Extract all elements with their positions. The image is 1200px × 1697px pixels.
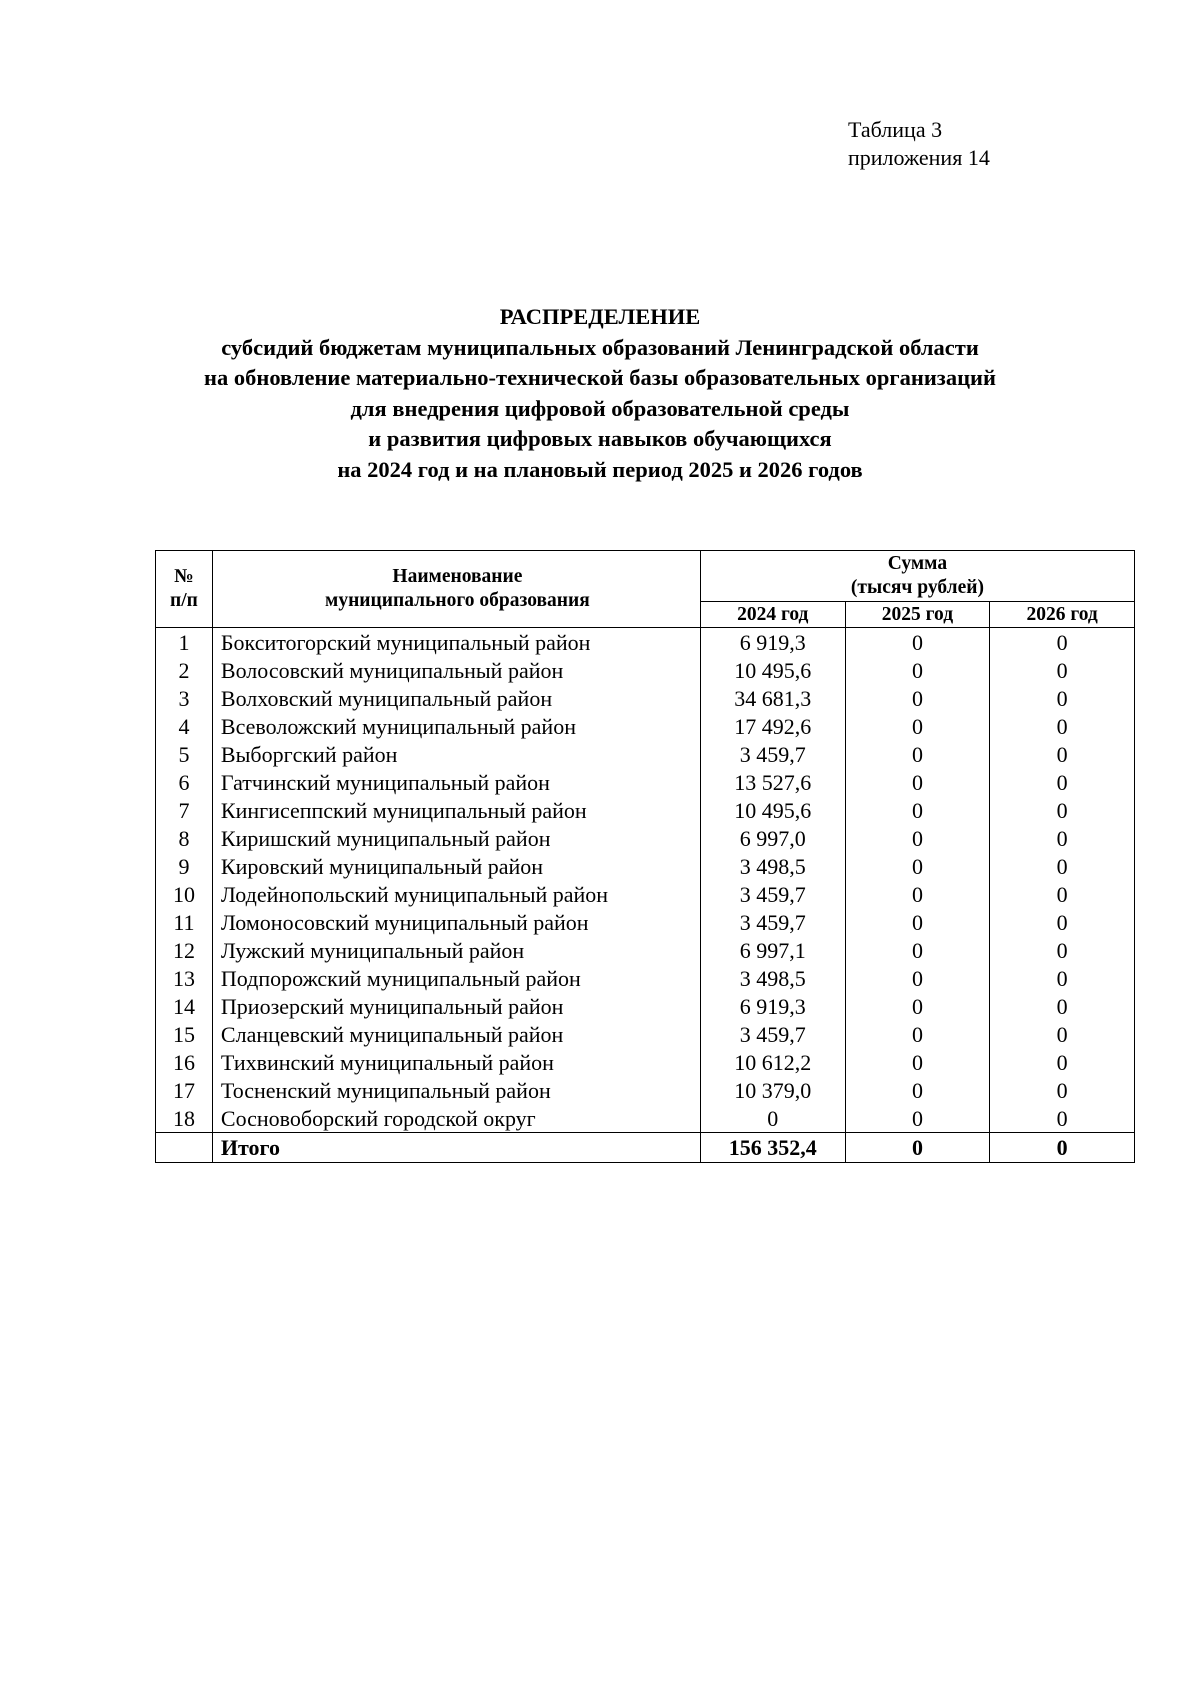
row-value-2025: 0: [845, 908, 990, 936]
row-number: 8: [156, 824, 213, 852]
row-municipality-name: Всеволожский муниципальный район: [212, 712, 700, 740]
header-num: № п/п: [156, 551, 213, 628]
row-number: 10: [156, 880, 213, 908]
row-value-2024: 10 379,0: [700, 1076, 845, 1104]
row-number: 17: [156, 1076, 213, 1104]
row-number: 2: [156, 656, 213, 684]
row-value-2024: 3 498,5: [700, 852, 845, 880]
row-number: 11: [156, 908, 213, 936]
table-row: [156, 880, 1135, 908]
row-value-2025: 0: [845, 936, 990, 964]
table-row: [156, 936, 1135, 964]
row-municipality-name: Выборгский район: [212, 740, 700, 768]
row-value-2026: 0: [990, 1104, 1135, 1133]
header-name: Наименование муниципального образования: [212, 551, 700, 628]
document-title: [0, 302, 1200, 485]
table-row: [156, 656, 1135, 684]
row-municipality-name: Волховский муниципальный район: [212, 684, 700, 712]
row-municipality-name: Сланцевский муниципальный район: [212, 1020, 700, 1048]
title-line-5: и развития цифровых навыков обучающихся: [368, 426, 832, 451]
table-row: [156, 740, 1135, 768]
row-value-2026: 0: [990, 852, 1135, 880]
row-value-2026: 0: [990, 936, 1135, 964]
row-municipality-name: Бокситогорский муниципальный район: [212, 628, 700, 657]
row-value-2024: 3 498,5: [700, 964, 845, 992]
row-number: 12: [156, 936, 213, 964]
row-value-2024: 6 919,3: [700, 628, 845, 657]
row-value-2025: 0: [845, 824, 990, 852]
row-value-2024: 3 459,7: [700, 880, 845, 908]
row-municipality-name: Сосновоборский городской округ: [212, 1104, 700, 1133]
row-value-2026: 0: [990, 656, 1135, 684]
total-row: [156, 1133, 1135, 1163]
header-year-2026: 2026 год: [990, 602, 1135, 628]
row-value-2025: 0: [845, 852, 990, 880]
row-value-2026: 0: [990, 908, 1135, 936]
table-row: [156, 768, 1135, 796]
header-year-2025: 2025 год: [845, 602, 990, 628]
total-2026: 0: [990, 1133, 1135, 1163]
row-municipality-name: Волосовский муниципальный район: [212, 656, 700, 684]
row-value-2024: 3 459,7: [700, 1020, 845, 1048]
table-row: [156, 1104, 1135, 1133]
row-value-2025: 0: [845, 992, 990, 1020]
row-municipality-name: Тихвинский муниципальный район: [212, 1048, 700, 1076]
row-value-2024: 13 527,6: [700, 768, 845, 796]
row-number: 1: [156, 628, 213, 657]
row-value-2024: 6 997,1: [700, 936, 845, 964]
title-line-6: на 2024 год и на плановый период 2025 и 2026 годов: [337, 456, 863, 482]
row-value-2025: 0: [845, 1076, 990, 1104]
table-row: [156, 824, 1135, 852]
row-value-2024: 10 612,2: [700, 1048, 845, 1076]
row-municipality-name: Кировский муниципальный район: [212, 852, 700, 880]
row-municipality-name: Лужский муниципальный район: [212, 936, 700, 964]
table-row: [156, 852, 1135, 880]
row-number: 6: [156, 768, 213, 796]
row-municipality-name: Лодейнопольский муниципальный район: [212, 880, 700, 908]
row-value-2025: 0: [845, 684, 990, 712]
row-value-2026: 0: [990, 1076, 1135, 1104]
table-row: [156, 628, 1135, 657]
row-value-2026: 0: [990, 992, 1135, 1020]
table-row: [156, 1048, 1135, 1076]
row-value-2026: 0: [990, 1020, 1135, 1048]
row-municipality-name: Приозерский муниципальный район: [212, 992, 700, 1020]
table-row: [156, 1076, 1135, 1104]
row-number: 9: [156, 852, 213, 880]
row-number: 18: [156, 1104, 213, 1133]
row-municipality-name: Киришский муниципальный район: [212, 824, 700, 852]
row-value-2026: 0: [990, 880, 1135, 908]
row-value-2024: 17 492,6: [700, 712, 845, 740]
row-value-2024: 34 681,3: [700, 684, 845, 712]
row-value-2025: 0: [845, 880, 990, 908]
title-line-1: РАСПРЕДЕЛЕНИЕ: [499, 304, 701, 329]
table-reference-note: [848, 116, 990, 172]
row-value-2024: 6 919,3: [700, 992, 845, 1020]
row-value-2026: 0: [990, 824, 1135, 852]
table-row: [156, 796, 1135, 824]
row-value-2024: 10 495,6: [700, 796, 845, 824]
title-line-2: субсидий бюджетам муниципальных образований Ленинградской области: [221, 334, 979, 360]
row-value-2025: 0: [845, 796, 990, 824]
table-row: [156, 684, 1135, 712]
total-2024: 156 352,4: [700, 1133, 845, 1163]
row-value-2025: 0: [845, 768, 990, 796]
appendix-number: приложения 14: [848, 145, 990, 170]
title-line-3: на обновление материально-технической базы образовательных организаций: [204, 365, 996, 390]
table-row: [156, 992, 1135, 1020]
row-value-2026: 0: [990, 768, 1135, 796]
title-line-4: для внедрения цифровой образовательной среды: [350, 395, 850, 421]
row-number: 14: [156, 992, 213, 1020]
table-body: [156, 628, 1135, 1133]
table-row: [156, 712, 1135, 740]
row-value-2026: 0: [990, 964, 1135, 992]
header-sum: Сумма (тысяч рублей): [700, 551, 1134, 602]
row-municipality-name: Ломоносовский муниципальный район: [212, 908, 700, 936]
row-municipality-name: Подпорожский муниципальный район: [212, 964, 700, 992]
row-value-2026: 0: [990, 796, 1135, 824]
row-number: 15: [156, 1020, 213, 1048]
total-label: Итого: [212, 1133, 700, 1163]
row-value-2025: 0: [845, 1104, 990, 1133]
table-row: [156, 908, 1135, 936]
row-value-2025: 0: [845, 656, 990, 684]
row-value-2026: 0: [990, 1048, 1135, 1076]
row-number: 5: [156, 740, 213, 768]
row-municipality-name: Тосненский муниципальный район: [212, 1076, 700, 1104]
row-value-2024: 3 459,7: [700, 740, 845, 768]
total-2025: 0: [845, 1133, 990, 1163]
row-value-2025: 0: [845, 712, 990, 740]
row-number: 3: [156, 684, 213, 712]
table-number: Таблица 3: [848, 117, 943, 142]
total-num-cell: [156, 1133, 213, 1163]
row-value-2025: 0: [845, 1048, 990, 1076]
row-value-2025: 0: [845, 628, 990, 657]
row-value-2026: 0: [990, 628, 1135, 657]
distribution-table: [155, 550, 1135, 1163]
row-value-2024: 0: [700, 1104, 845, 1133]
header-year-2024: 2024 год: [700, 602, 845, 628]
row-number: 4: [156, 712, 213, 740]
row-number: 16: [156, 1048, 213, 1076]
row-value-2024: 3 459,7: [700, 908, 845, 936]
row-municipality-name: Гатчинский муниципальный район: [212, 768, 700, 796]
row-value-2026: 0: [990, 740, 1135, 768]
row-value-2025: 0: [845, 740, 990, 768]
row-value-2026: 0: [990, 712, 1135, 740]
row-value-2026: 0: [990, 684, 1135, 712]
row-number: 7: [156, 796, 213, 824]
row-value-2025: 0: [845, 1020, 990, 1048]
table-row: [156, 1020, 1135, 1048]
row-value-2024: 10 495,6: [700, 656, 845, 684]
row-value-2024: 6 997,0: [700, 824, 845, 852]
table-row: [156, 964, 1135, 992]
row-municipality-name: Кингисеппский муниципальный район: [212, 796, 700, 824]
row-number: 13: [156, 964, 213, 992]
row-value-2025: 0: [845, 964, 990, 992]
